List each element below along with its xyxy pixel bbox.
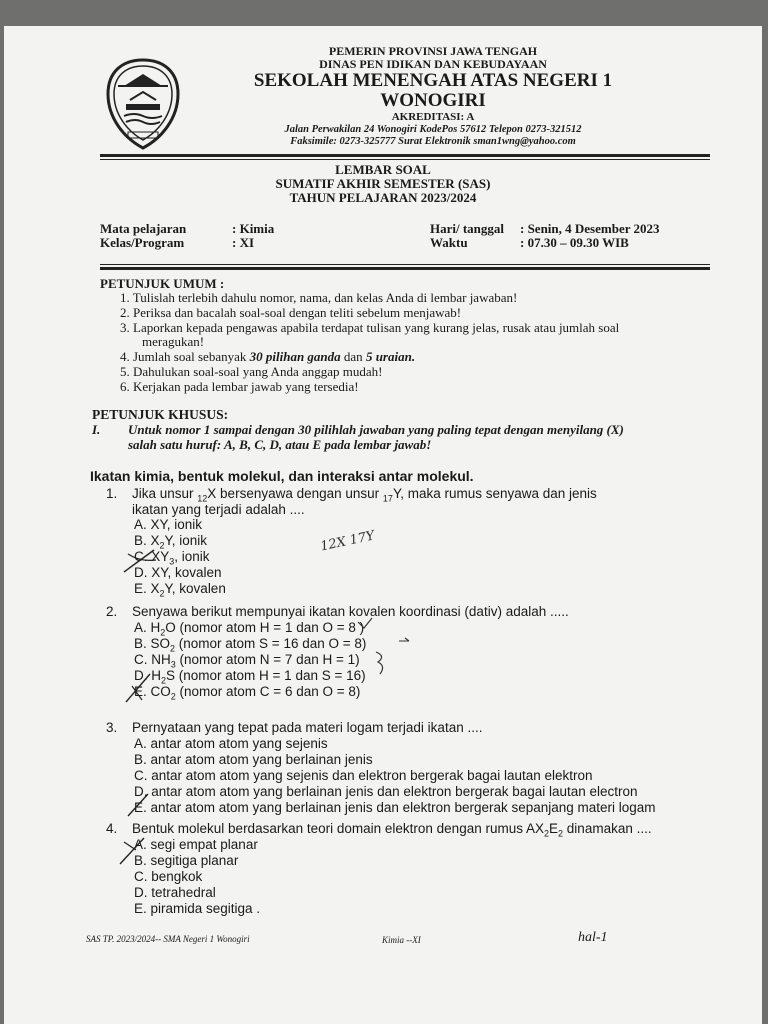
school-name: SEKOLAH MENENGAH ATAS NEGERI 1 [253, 70, 613, 91]
q2-d-sub: 2 [161, 675, 167, 686]
general-item-4 [120, 349, 415, 365]
q3-option-d: D. antar atom atom yang berlainan jenis dan elektron bergerak bagai lautan electron [134, 784, 638, 799]
answer-cross-icon-4 [116, 834, 150, 868]
answer-cross-icon-3 [124, 790, 154, 820]
general-heading: PETUNJUK UMUM : [100, 276, 225, 291]
q3-number: 3. [106, 720, 118, 735]
dept-line: DINAS PEN IDIKAN DAN KEBUDAYAAN [319, 57, 547, 71]
q2-a-post: O (nomor atom H = 1 dan O = 8 ) [165, 620, 365, 635]
item4-count-mc: 30 pilihan ganda [249, 349, 341, 364]
q1-stem-a: Jika unsur [132, 486, 198, 501]
q1-e-post: Y, kovalen [164, 581, 226, 596]
q4-option-e: E. piramida segitiga . [134, 901, 261, 916]
q1-e-sub: 2 [159, 588, 165, 599]
special-heading: PETUNJUK KHUSUS: [92, 407, 229, 422]
subject-value: : Kimia [232, 221, 275, 236]
exam-page [4, 26, 762, 1024]
squiggle-icon [374, 650, 388, 676]
q3-option-b: B. antar atom atom yang berlainan jenis [134, 752, 373, 767]
q1-stem-c: Y, maka rumus senyawa dan jenis [392, 486, 597, 501]
q2-number: 2. [106, 604, 118, 619]
date-label: Hari/ tanggal [430, 221, 505, 236]
doc-title: LEMBAR SOAL [335, 162, 431, 177]
general-item-6: 6. Kerjakan pada lembar jawab yang tersedia! [120, 379, 359, 394]
q1-b-post: Y, ionik [164, 533, 208, 548]
footer-right: hal-1 [578, 930, 608, 945]
q1-b-sub: 2 [159, 540, 165, 551]
date-value: : Senin, 4 Desember 2023 [520, 221, 660, 236]
time-label: Waktu [430, 235, 468, 250]
q2-stem: Senyawa berikut mempunyai ikatan kovalen koordinasi (dativ) adalah ..... [132, 604, 569, 619]
answer-cross-icon [120, 546, 160, 576]
exam-name: SUMATIF AKHIR SEMESTER (SAS) [275, 176, 491, 191]
q4-stem-pre: Bentuk molekul berdasarkan teori domain elektron dengan rumus AX [132, 821, 544, 836]
q1-b-pre: B. X [134, 533, 160, 548]
general-item-3: 3. Laporkan kepada pengawas apabila terdapat tulisan yang kurang jelas, rusak atau jumlah soal [120, 320, 620, 335]
general-item-5: 5. Dahulukan soal-soal yang Anda anggap mudah! [120, 364, 383, 379]
q2-e-sub: 2 [170, 691, 176, 702]
q1-sub-b: 17 [382, 493, 393, 504]
footer-left: SAS TP. 2023/2024-- SMA Negeri 1 Wonogiri [86, 934, 250, 944]
q1-c-post: , ionik [174, 549, 210, 564]
q4-option-a: A. segi empat planar [134, 837, 258, 852]
school-city: WONOGIRI [380, 90, 486, 111]
q2-e-pre: E. CO [134, 684, 171, 699]
q2-b-sub: 2 [170, 643, 176, 654]
answer-cross-icon-2 [122, 670, 158, 706]
q4-option-b: B. segitiga planar [134, 853, 239, 868]
special-line-2: salah satu huruf: A, B, C, D, atau E pada lembar jawab! [128, 437, 432, 452]
academic-year: TAHUN PELAJARAN 2023/2024 [289, 190, 477, 205]
q4-option-c: C. bengkok [134, 869, 203, 884]
class-label: Kelas/Program [100, 235, 185, 250]
q1-c-pre: C. XY [134, 549, 170, 564]
class-value: : XI [232, 235, 255, 250]
q2-a-sub: 2 [160, 627, 166, 638]
q2-d-pre: D. H [134, 668, 161, 683]
q1-e-pre: E. X [134, 581, 160, 596]
q4-stem-post: dinamakan .... [563, 821, 652, 836]
footer-center: Kimia --XI [382, 935, 421, 945]
meta-rule-thick [100, 267, 710, 270]
q4-option-d: D. tetrahedral [134, 885, 216, 900]
q2-option-e [134, 684, 360, 702]
q3-option-e: E. antar atom atom yang berlainan jenis dan elektron bergerak sepanjang materi logam [134, 800, 656, 815]
subject-label: Mata pelajaran [100, 221, 187, 236]
q2-b-post: (nomor atom S = 16 dan O = 8) [175, 636, 367, 651]
tick-mark-icon [398, 636, 410, 646]
q2-e-post: (nomor atom C = 6 dan O = 8) [175, 684, 361, 699]
q1-number: 1. [106, 486, 118, 501]
q1-stem-2: ikatan yang terjadi adalah .... [132, 502, 305, 517]
special-num: I. [92, 422, 101, 437]
q2-c-pre: C. NH [134, 652, 171, 667]
header-rule-thin [100, 159, 710, 160]
q3-option-c: C. antar atom atom yang sejenis dan elektron bergerak bagai lautan elektron [134, 768, 593, 783]
special-line-1: Untuk nomor 1 sampai dengan 30 pilihlah jawaban yang paling tepat dengan menyilang (X) [128, 422, 624, 437]
q2-c-sub: 3 [170, 659, 176, 670]
q4-number: 4. [106, 821, 118, 836]
q3-option-a: A. antar atom atom yang sejenis [134, 736, 328, 751]
accreditation: AKREDITASI: A [391, 111, 475, 123]
section-title: Ikatan kimia, bentuk molekul, dan interaksi antar molekul. [90, 468, 474, 484]
general-item-3-cont: meragukan! [142, 334, 205, 349]
q3-stem: Pernyataan yang tepat pada materi logam terjadi ikatan .... [132, 720, 483, 735]
gov-line: PEMERIN PROVINSI JAWA TENGAH [328, 44, 538, 58]
address-line: Jalan Perwakilan 24 Wonogiri KodePos 57612 Telepon 0273-321512 [284, 124, 582, 135]
q1-sub-a: 12 [197, 493, 208, 504]
q4-stem-mid: E [549, 821, 559, 836]
q1-option-a: A. XY, ionik [134, 517, 203, 532]
item4-prefix: 4. Jumlah soal sebanyak [120, 349, 250, 364]
item4-mid: dan [340, 349, 366, 364]
header-rule-thick [100, 154, 710, 157]
time-value: : 07.30 – 09.30 WIB [520, 235, 629, 250]
q2-c-post: (nomor atom N = 7 dan H = 1) [175, 652, 360, 667]
q4-sub-e: 2 [558, 828, 564, 839]
general-item-1: 1. Tulislah terlebih dahulu nomor, nama, dan kelas Anda di lembar jawaban! [120, 290, 518, 305]
item4-count-essay: 5 uraian. [365, 349, 416, 364]
q1-stem-b: X bersenyawa dengan unsur [207, 486, 383, 501]
fax-line: Faksimile: 0273-325777 Surat Elektronik sman1wng@yahoo.com [290, 136, 576, 147]
meta-rule-thin [100, 264, 710, 265]
q1-option-e [134, 581, 226, 599]
q2-a-pre: A. H [134, 620, 161, 635]
q4-sub-x: 2 [544, 828, 550, 839]
q2-d-post: S (nomor atom H = 1 dan S = 16) [166, 668, 366, 683]
check-mark-icon [356, 616, 374, 632]
q2-b-pre: B. SO [134, 636, 171, 651]
general-item-2: 2. Periksa dan bacalah soal-soal dengan teliti sebelum menjawab! [120, 305, 462, 320]
q1-c-sub: 3 [169, 556, 175, 567]
q1-option-d: D. XY, kovalen [134, 565, 222, 580]
handwritten-note: 12X 17Y [319, 528, 377, 555]
